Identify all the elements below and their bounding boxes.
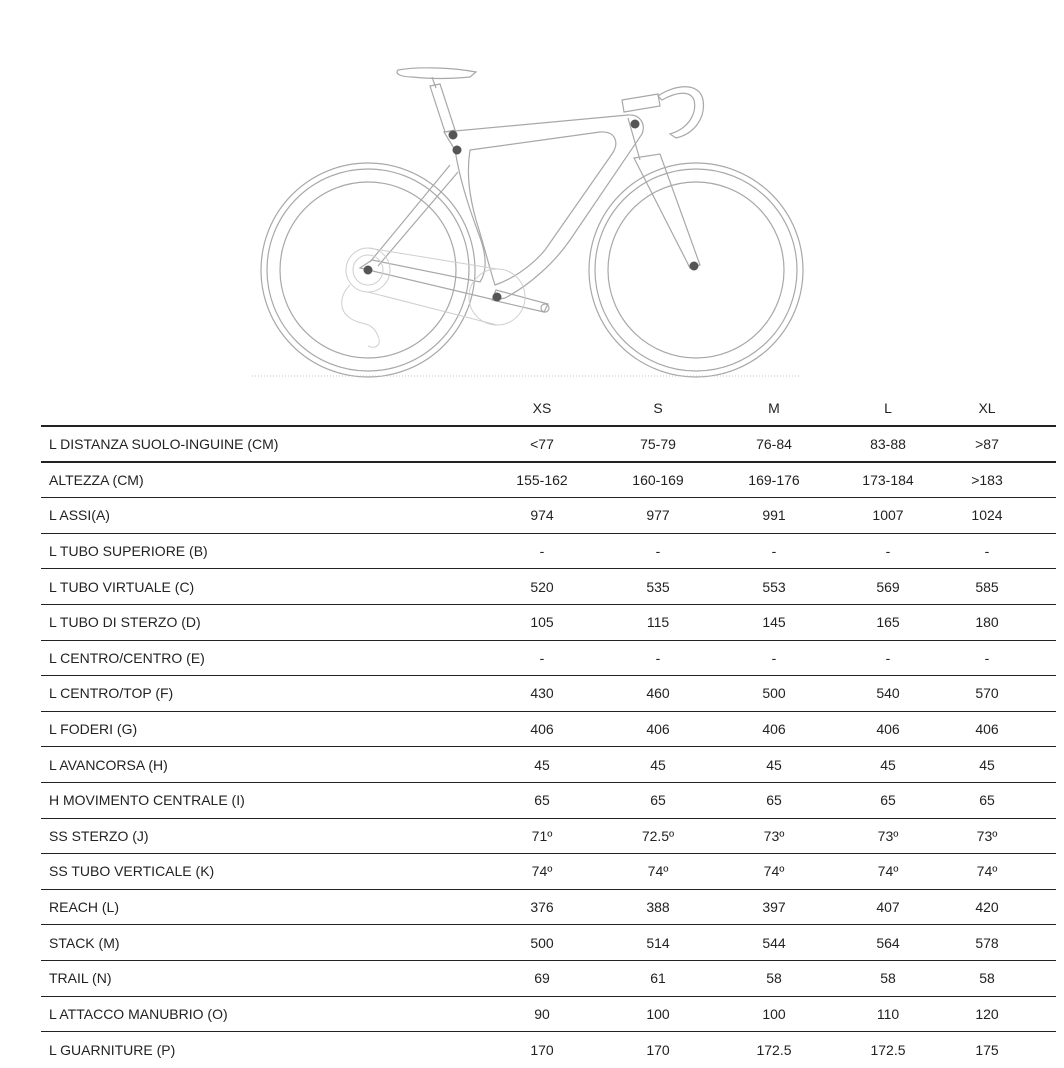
cell-xl: 175	[975, 1041, 999, 1058]
row-label: L FODERI (G)	[49, 721, 138, 738]
cell-xl: 65	[979, 792, 995, 809]
cell-xl: 120	[975, 1005, 999, 1022]
cell-xs: 170	[530, 1041, 554, 1058]
cell-xs: 65	[534, 792, 550, 809]
table-row	[41, 925, 1056, 961]
cell-xs: 69	[534, 970, 550, 987]
cell-s: 406	[646, 721, 670, 738]
cell-xl: 74º	[976, 863, 998, 880]
cell-m: 544	[762, 934, 786, 951]
size-header-s: S	[653, 400, 663, 416]
cell-s: 460	[646, 685, 670, 702]
cell-l: 569	[876, 578, 900, 595]
crank	[492, 290, 548, 312]
table-row	[41, 427, 1056, 463]
cell-xl: 73º	[976, 827, 998, 844]
cell-l: 83-88	[870, 435, 906, 452]
size-header-m: M	[768, 400, 780, 416]
cell-l: 65	[880, 792, 896, 809]
table-row	[41, 569, 1056, 605]
row-label: L ATTACCO MANUBRIO (O)	[49, 1005, 228, 1022]
cell-s: 535	[646, 578, 670, 595]
cell-xl: 1024	[971, 507, 1003, 524]
cell-xs: 45	[534, 756, 550, 773]
derailleur	[342, 285, 380, 347]
table-row	[41, 997, 1056, 1033]
cell-s: -	[655, 649, 661, 666]
table-row	[41, 498, 1056, 534]
cell-m: 73º	[763, 827, 785, 844]
cell-s: 170	[646, 1041, 670, 1058]
cell-xl: 45	[979, 756, 995, 773]
table-row	[41, 783, 1056, 819]
cell-s: 514	[646, 934, 670, 951]
cell-l: 540	[876, 685, 900, 702]
row-label: L DISTANZA SUOLO-INGUINE (CM)	[49, 435, 279, 452]
cell-l: 1007	[872, 507, 904, 524]
table-row	[41, 534, 1056, 570]
cell-m: 58	[766, 970, 782, 987]
stem	[622, 94, 660, 112]
table-row	[41, 854, 1056, 890]
row-label: L TUBO DI STERZO (D)	[49, 614, 201, 631]
cell-xs: 974	[530, 507, 554, 524]
table-row	[41, 712, 1056, 748]
handlebar	[658, 87, 703, 138]
cell-xs: 74º	[531, 863, 553, 880]
table-row	[41, 463, 1056, 499]
cell-s: 65	[650, 792, 666, 809]
size-header-row	[41, 391, 1056, 427]
cell-m: 397	[762, 899, 786, 916]
row-label: REACH (L)	[49, 899, 120, 916]
cell-xs: 105	[530, 614, 554, 631]
cell-xs: 520	[530, 578, 554, 595]
cell-m: 100	[762, 1005, 786, 1022]
cell-l: 110	[876, 1005, 900, 1022]
cell-m: 74º	[763, 863, 785, 880]
cell-xl: 570	[975, 685, 999, 702]
cell-xl: >87	[975, 435, 999, 452]
cell-l: 406	[876, 721, 900, 738]
cell-m: 172.5	[756, 1041, 792, 1058]
row-label: ALTEZZA (CM)	[49, 471, 144, 488]
table-row	[41, 1032, 1056, 1068]
cell-s: 115	[646, 614, 670, 631]
cell-xs: -	[539, 649, 545, 666]
cell-s: -	[655, 543, 661, 560]
cell-xl: 585	[975, 578, 999, 595]
row-label: L CENTRO/CENTRO (E)	[49, 649, 205, 666]
cell-xl: >183	[971, 471, 1003, 488]
cell-s: 388	[646, 899, 670, 916]
cell-xl: -	[984, 543, 990, 560]
cell-s: 160-169	[632, 471, 684, 488]
table-row	[41, 819, 1056, 855]
cell-m: 65	[766, 792, 782, 809]
row-label: SS TUBO VERTICALE (K)	[49, 863, 215, 880]
cell-s: 72.5º	[641, 827, 675, 844]
table-row	[41, 605, 1056, 641]
cell-xs: -	[539, 543, 545, 560]
cell-m: 991	[762, 507, 786, 524]
table-row	[41, 676, 1056, 712]
cell-xl: 180	[975, 614, 999, 631]
cell-l: 74º	[877, 863, 899, 880]
cell-xs: 155-162	[516, 471, 568, 488]
cell-m: 145	[762, 614, 786, 631]
cell-m: 45	[766, 756, 782, 773]
cell-l: 58	[880, 970, 896, 987]
cell-s: 75-79	[640, 435, 676, 452]
cell-xs: 376	[530, 899, 554, 916]
row-label: SS STERZO (J)	[49, 827, 149, 844]
seat-post	[430, 84, 455, 132]
cell-l: -	[885, 543, 891, 560]
table-row	[41, 961, 1056, 997]
cell-xl: 420	[975, 899, 999, 916]
cell-xs: <77	[530, 435, 554, 452]
cell-xs: 430	[530, 685, 554, 702]
row-label: L AVANCORSA (H)	[49, 756, 168, 773]
cell-m: -	[771, 649, 777, 666]
row-label: L TUBO SUPERIORE (B)	[49, 543, 208, 560]
cell-s: 45	[650, 756, 666, 773]
table-row	[41, 641, 1056, 677]
cell-m: 76-84	[756, 435, 792, 452]
row-label: STACK (M)	[49, 934, 120, 951]
row-label: H MOVIMENTO CENTRALE (I)	[49, 792, 245, 809]
cell-s: 100	[646, 1005, 670, 1022]
cell-xl: 58	[979, 970, 995, 987]
cell-m: 406	[762, 721, 786, 738]
cell-xl: -	[984, 649, 990, 666]
row-label: L GUARNITURE (P)	[49, 1041, 176, 1058]
cell-l: 173-184	[862, 471, 914, 488]
cell-m: 169-176	[748, 471, 800, 488]
table-row	[41, 747, 1056, 783]
size-header-l: L	[884, 400, 892, 416]
cell-l: -	[885, 649, 891, 666]
fork	[634, 154, 700, 268]
cell-s: 61	[650, 970, 666, 987]
cell-l: 45	[880, 756, 896, 773]
cell-l: 172.5	[870, 1041, 906, 1058]
saddle	[397, 68, 476, 79]
cell-m: -	[771, 543, 777, 560]
cell-xl: 406	[975, 721, 999, 738]
cell-xs: 406	[530, 721, 554, 738]
cell-l: 165	[876, 614, 900, 631]
cell-l: 564	[876, 934, 900, 951]
cell-xs: 90	[534, 1005, 550, 1022]
row-label: L ASSI(A)	[49, 507, 110, 524]
row-label: TRAIL (N)	[49, 970, 112, 987]
cell-xs: 500	[530, 934, 554, 951]
cell-l: 73º	[877, 827, 899, 844]
size-header-xl: XL	[978, 400, 996, 416]
cell-xs: 71º	[531, 827, 553, 844]
table-row	[41, 890, 1056, 926]
row-label: L TUBO VIRTUALE (C)	[49, 578, 195, 595]
frame	[360, 115, 643, 300]
bike-geometry-illustration	[0, 0, 1064, 395]
row-label: L CENTRO/TOP (F)	[49, 685, 174, 702]
cell-m: 553	[762, 578, 786, 595]
size-header-xs: XS	[532, 400, 552, 416]
cell-l: 407	[876, 899, 900, 916]
cell-s: 74º	[647, 863, 669, 880]
cell-s: 977	[646, 507, 670, 524]
cell-m: 500	[762, 685, 786, 702]
cell-xl: 578	[975, 934, 999, 951]
